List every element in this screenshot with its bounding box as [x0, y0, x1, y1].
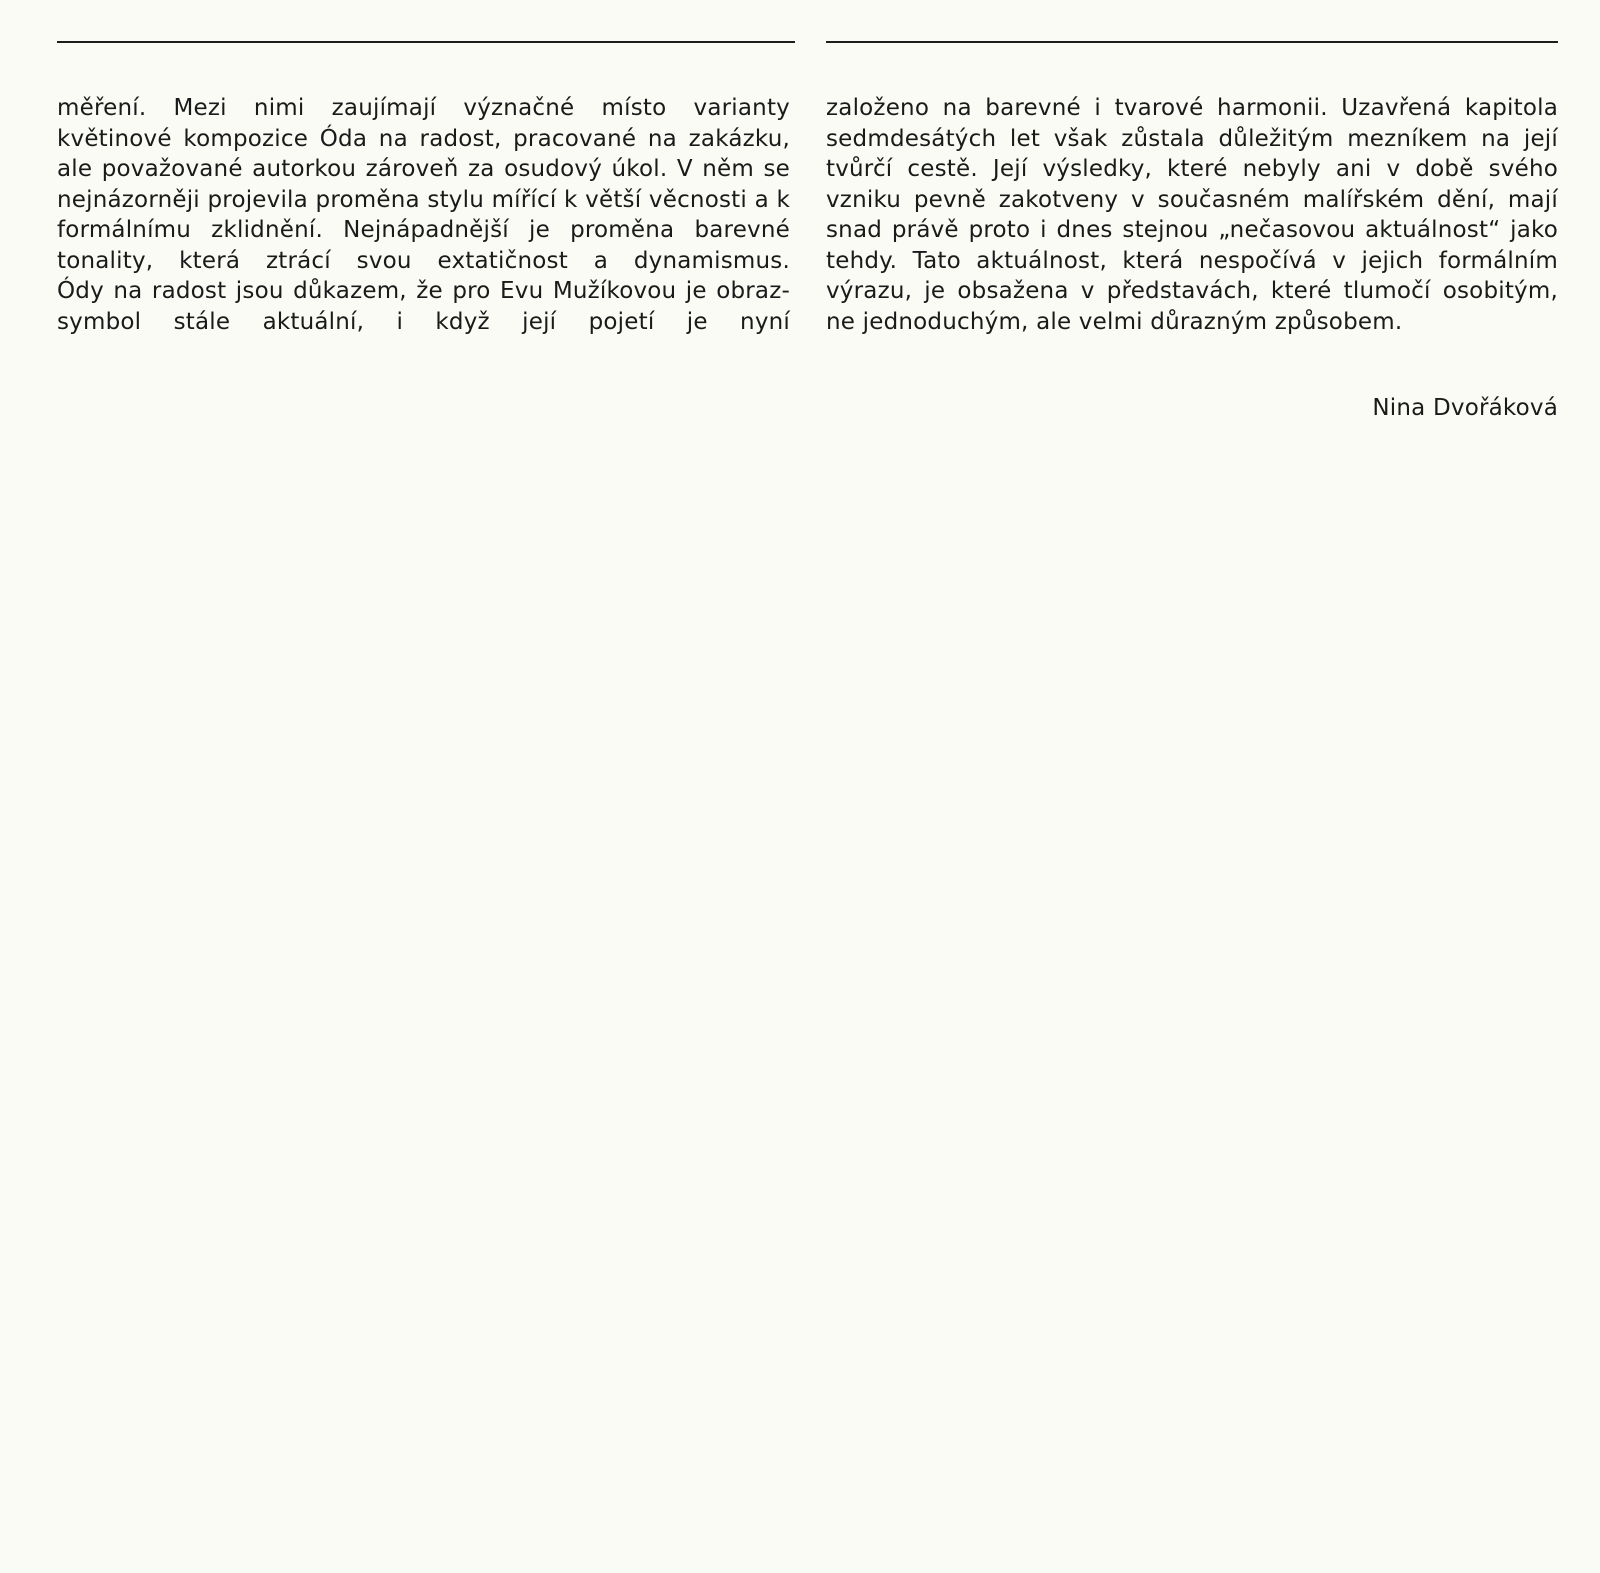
right-text-column	[826, 93, 1558, 337]
left-paragraph-2: Ódy na radost jsou důkazem, že pro Evu Mužíkovou je obraz-symbol stále aktuální, i když její pojetí je nyní	[57, 278, 790, 335]
left-text-column	[57, 93, 790, 337]
top-rule-left	[57, 41, 795, 43]
left-paragraph-1: měření. Mezi nimi zaujímají význačné místo varianty květinové kompozice Óda na radost, pracované na zakázku, ale považované autorkou zároveň za osudový úkol. V něm se nejnázorněji projevila proměna stylu mířící k větší věcnosti a k formálnímu zklidnění. Nejnápadnější je proměna barevné tonality, která ztrácí svou extatičnost a dynamismus.	[57, 95, 790, 274]
right-paragraph-1: založeno na barevné i tvarové harmonii. Uzavřená kapitola sedmdesátých let však zůstala důležitým mezníkem na její tvůrčí cestě. Její výsledky, které nebyly ani v době svého vzniku pevně zakotveny v současném malířském dění, mají snad právě proto i dnes stejnou „nečasovou aktuálnost“ jako tehdy. Tato aktuálnost, která nespočívá v jejich formálním výrazu, je obsažena v představách, které tlumočí osobitým, ne jednoduchým, ale velmi důrazným způsobem.	[826, 95, 1558, 335]
author-signature: Nina Dvořáková	[1372, 395, 1558, 421]
top-rule-right	[826, 41, 1558, 43]
